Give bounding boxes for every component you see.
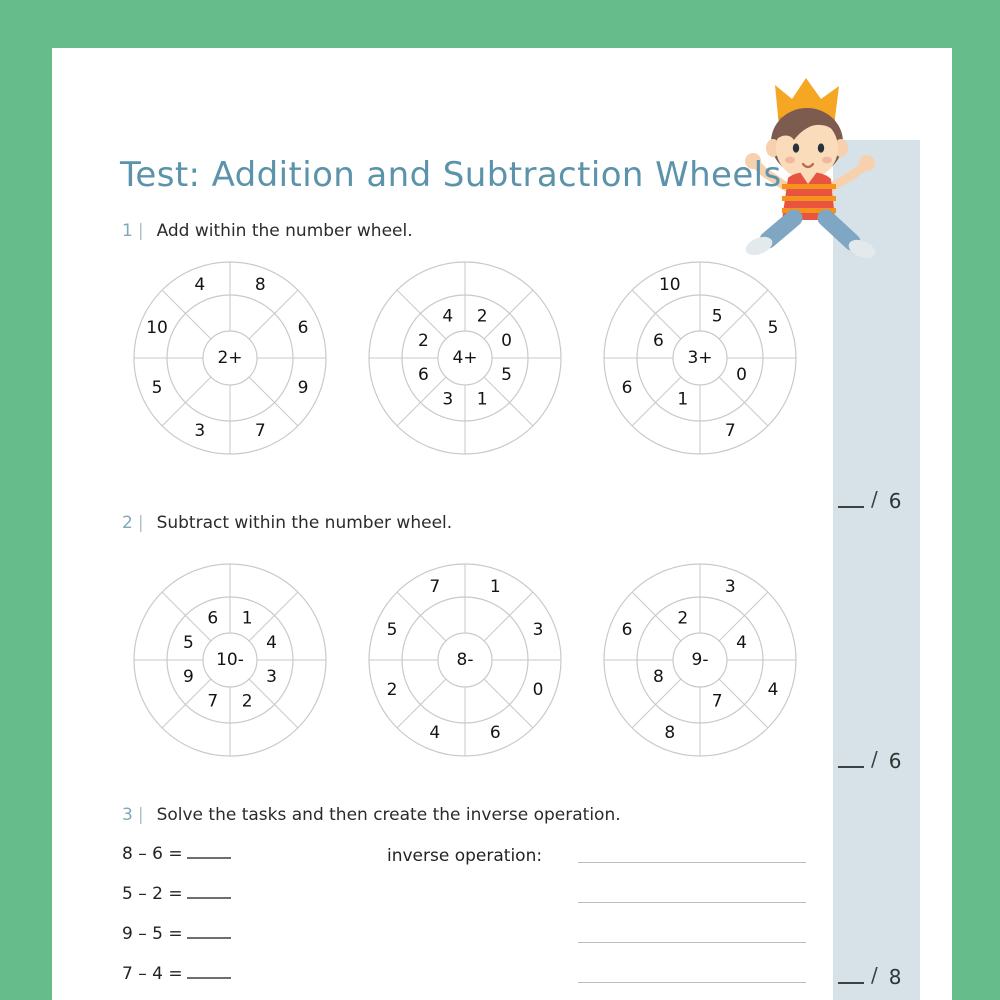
wheel-segment-value: 8 xyxy=(254,275,266,296)
task3-expression-1: 8 – 6 = xyxy=(122,844,183,864)
task-2-heading xyxy=(122,513,452,533)
score-blank-3[interactable] xyxy=(838,971,864,984)
task3-answer-blank-1[interactable] xyxy=(187,845,231,859)
wheel-spoke xyxy=(484,679,533,728)
task3-expression-3: 9 – 5 = xyxy=(122,924,183,944)
wheel-segment-value: 2 xyxy=(677,608,689,629)
wheel-segment-value: 8 xyxy=(664,722,676,743)
wheel-segment-value: 4 xyxy=(736,632,747,653)
wheel-center-operator: 4+ xyxy=(452,348,478,368)
eye-right xyxy=(818,143,824,152)
wheel-segment-value: 10 xyxy=(658,275,681,296)
task-1-heading xyxy=(122,221,413,241)
wheel-segment-value: 2 xyxy=(418,330,429,351)
score-slash-3: / xyxy=(871,963,878,987)
wheel-segment-value: 9 xyxy=(183,667,194,688)
task-3-instruction: Solve the tasks and then create the inverse operation. xyxy=(156,805,621,825)
wheel-segment-value: 5 xyxy=(767,317,779,338)
wheel-spoke xyxy=(484,592,533,641)
wheel-segment-value: 3 xyxy=(266,667,277,688)
wheel-segment-value: 6 xyxy=(489,722,501,743)
wheel-segment-value: 4 xyxy=(429,722,441,743)
wheel-segment-value: 5 xyxy=(183,632,194,653)
task3-expression-4: 7 – 4 = xyxy=(122,964,183,984)
score-task-1[interactable] xyxy=(838,486,918,516)
wheel-spoke xyxy=(397,592,446,641)
wheel-4-svg xyxy=(130,560,330,760)
wheel-segment-value: 7 xyxy=(711,691,723,712)
wheel-center-operator: 2+ xyxy=(217,348,243,368)
number-wheel-1[interactable] xyxy=(130,258,330,458)
wheel-segment-value: 7 xyxy=(254,420,266,441)
task3-answer-blank-4[interactable] xyxy=(187,965,231,979)
wheel-segment-value: 3 xyxy=(442,389,454,410)
wheel-segment-value: 4 xyxy=(442,306,454,327)
cheek-right xyxy=(822,157,832,164)
leg-right xyxy=(826,218,852,242)
task-3-separator: | xyxy=(137,805,144,825)
task3-equation-row-3 xyxy=(122,924,231,944)
wheel-segment-value: 6 xyxy=(418,365,429,386)
wheel-center-operator: 9- xyxy=(691,650,709,670)
wheel-segment-value: 6 xyxy=(207,608,219,629)
task3-answer-blank-3[interactable] xyxy=(187,925,231,939)
wheel-center-operator: 10- xyxy=(216,650,244,670)
hand-right xyxy=(859,155,875,171)
number-wheel-6[interactable] xyxy=(600,560,800,760)
wheel-segment-value: 1 xyxy=(677,389,689,410)
wheel-spoke xyxy=(162,377,211,426)
wheel-segment-value: 3 xyxy=(194,420,206,441)
wheel-spoke xyxy=(719,679,768,728)
inverse-operation-line-2[interactable] xyxy=(578,902,806,903)
score-blank-1[interactable] xyxy=(838,495,864,508)
wheel-segment-value: 9 xyxy=(297,378,309,399)
leg-left xyxy=(768,218,794,240)
task-1-separator: | xyxy=(137,221,144,241)
task3-equation-row-2 xyxy=(122,884,231,904)
inverse-operation-line-3[interactable] xyxy=(578,942,806,943)
wheel-segment-value: 6 xyxy=(653,330,664,351)
score-strip xyxy=(833,140,920,1000)
wheel-spoke xyxy=(162,290,211,339)
page-title: Test: Addition and Subtraction Wheels xyxy=(120,155,782,195)
wheel-segment-value: 2 xyxy=(241,691,253,712)
wheel-spoke xyxy=(632,377,681,426)
cheek-left xyxy=(785,157,795,164)
wheel-segment-value: 10 xyxy=(146,317,168,338)
wheel-segment-value: 1 xyxy=(489,577,501,598)
wheel-5-svg xyxy=(365,560,565,760)
score-task-2[interactable] xyxy=(838,746,918,776)
wheel-segment-value: 4 xyxy=(194,275,206,296)
wheel-segment-value: 2 xyxy=(476,306,488,327)
wheel-segment-value: 1 xyxy=(241,608,253,629)
wheel-segment-value: 0 xyxy=(736,365,747,386)
wheel-segment-value: 6 xyxy=(621,619,633,640)
number-wheel-4[interactable] xyxy=(130,560,330,760)
score-blank-2[interactable] xyxy=(838,755,864,768)
score-total-2: 6 xyxy=(888,749,902,773)
wheel-segment-value: 2 xyxy=(386,680,398,701)
score-slash-1: / xyxy=(871,487,878,511)
wheel-segment-value: 7 xyxy=(207,691,219,712)
wheel-segment-value: 4 xyxy=(266,632,277,653)
wheel-center-operator: 8- xyxy=(456,650,474,670)
wheel-segment-value: 5 xyxy=(711,306,723,327)
task-2-number: 2 xyxy=(122,513,133,533)
wheel-segment-value: 5 xyxy=(501,365,512,386)
number-wheel-3[interactable] xyxy=(600,258,800,458)
task3-answer-blank-2[interactable] xyxy=(187,885,231,899)
wheel-2-svg xyxy=(365,258,565,458)
wheel-spoke xyxy=(249,290,298,339)
task-2-instruction: Subtract within the number wheel. xyxy=(156,513,453,533)
wheel-center-operator: 3+ xyxy=(687,348,713,368)
score-total-1: 6 xyxy=(888,489,902,513)
wheel-1-svg xyxy=(130,258,330,458)
wheel-segment-value: 3 xyxy=(724,577,736,598)
wheel-spoke xyxy=(397,679,446,728)
wheel-segment-value: 7 xyxy=(429,577,441,598)
task-3-heading xyxy=(122,805,621,825)
task3-equation-row-4 xyxy=(122,964,231,984)
wheel-segment-value: 4 xyxy=(767,680,779,701)
inverse-operation-line-4[interactable] xyxy=(578,982,806,983)
wheel-spoke xyxy=(249,377,298,426)
wheel-segment-value: 5 xyxy=(386,619,398,640)
wheel-spoke xyxy=(719,290,768,339)
score-task-3[interactable] xyxy=(838,962,918,992)
inverse-operation-label: inverse operation: xyxy=(387,846,543,866)
wheel-segment-value: 1 xyxy=(476,389,488,410)
wheel-segment-value: 0 xyxy=(532,680,544,701)
wheel-segment-value: 3 xyxy=(532,619,544,640)
wheel-6-svg xyxy=(600,560,800,760)
task3-equation-row-1 xyxy=(122,844,231,864)
score-slash-2: / xyxy=(871,747,878,771)
wheel-spoke xyxy=(632,592,681,641)
wheel-segment-value: 6 xyxy=(621,378,633,399)
score-total-3: 8 xyxy=(888,965,902,989)
wheel-segment-value: 7 xyxy=(724,420,736,441)
wheel-segment-value: 5 xyxy=(151,378,163,399)
wheel-3-svg xyxy=(600,258,800,458)
number-wheel-5[interactable] xyxy=(365,560,565,760)
task-1-instruction: Add within the number wheel. xyxy=(156,221,413,241)
task-2-separator: | xyxy=(137,513,144,533)
inverse-operation-line-1[interactable] xyxy=(578,862,806,863)
shirt-stripes xyxy=(782,184,836,213)
wheel-segment-value: 6 xyxy=(297,317,309,338)
task-3-number: 3 xyxy=(122,805,133,825)
wheel-segment-value: 8 xyxy=(653,667,664,688)
wheel-segment-value: 0 xyxy=(501,330,512,351)
number-wheel-2[interactable] xyxy=(365,258,565,458)
task-1-number: 1 xyxy=(122,221,133,241)
task3-expression-2: 5 – 2 = xyxy=(122,884,183,904)
eye-left xyxy=(793,143,799,152)
